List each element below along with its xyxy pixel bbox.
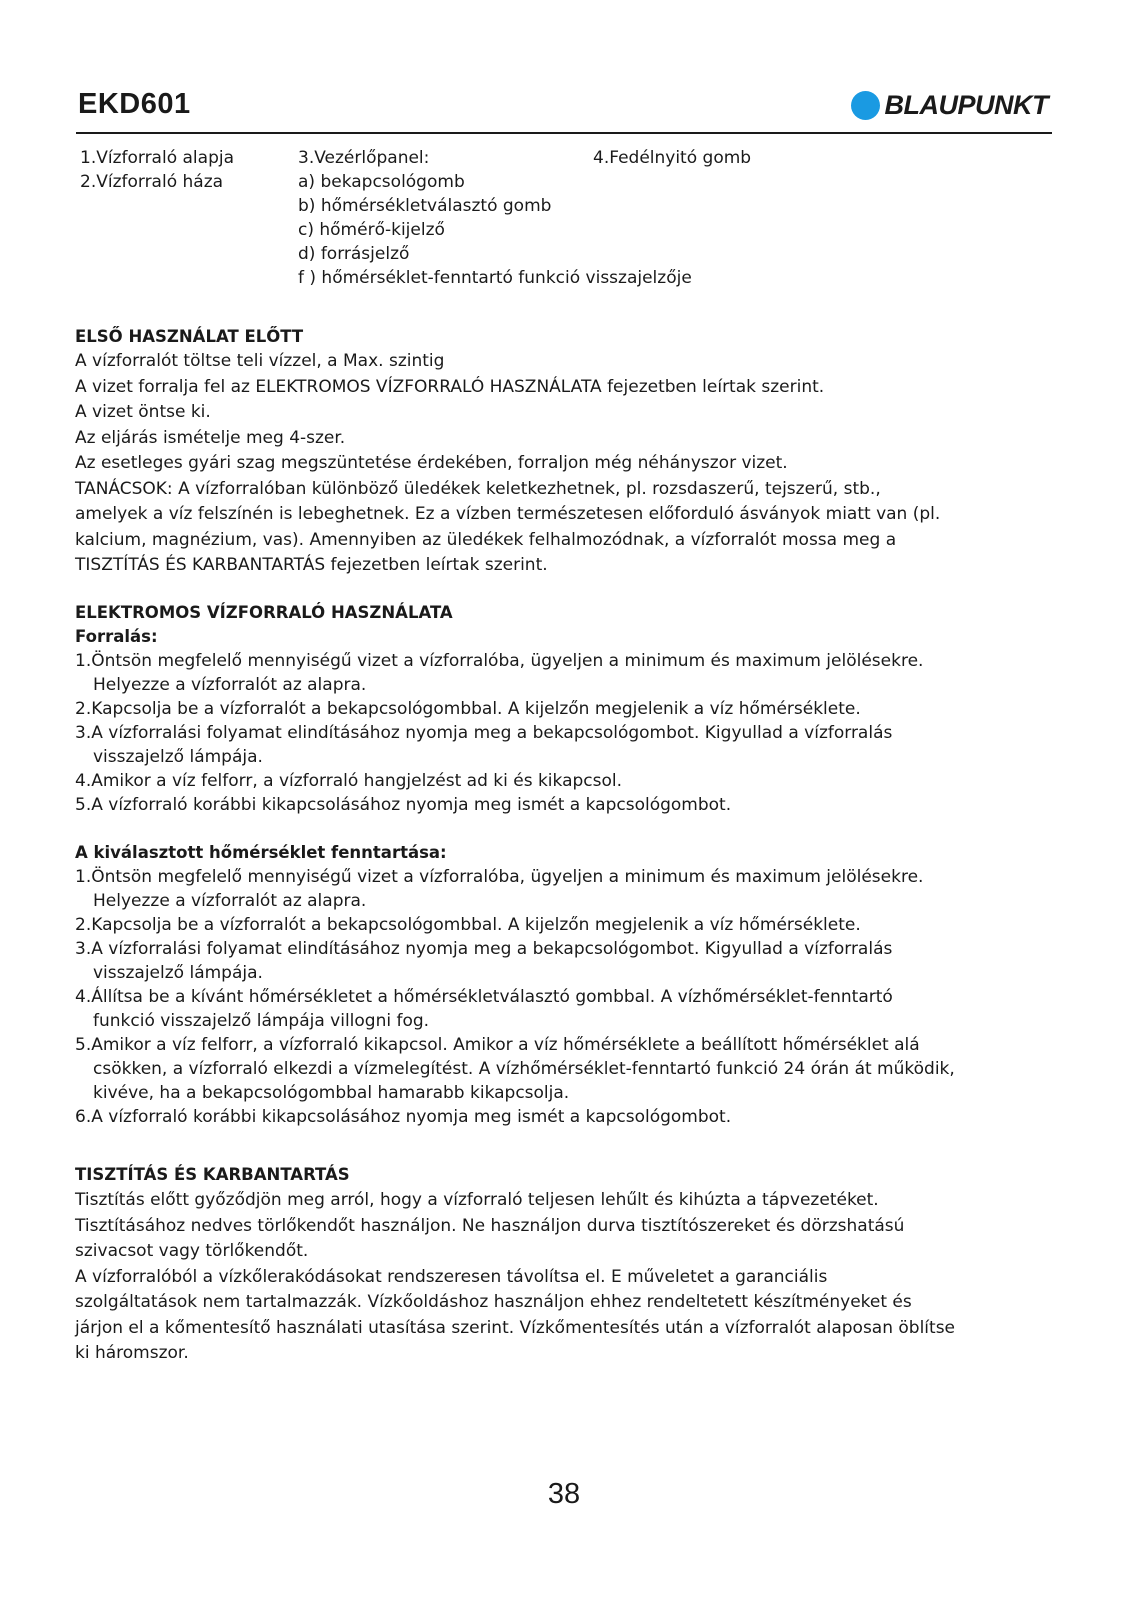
brand-name: BLAUPUNKT <box>884 90 1048 120</box>
part-subitem: f ) hőmérséklet-fenntartó funkció visszajelzője <box>298 268 692 288</box>
paragraph-line: szolgáltatások nem tartalmazzák. Vízkőoldáshoz használjon ehhez rendeltetett készítményeket és <box>75 1292 912 1312</box>
list-item: 1.Öntsön megfelelő mennyiségű vizet a vízforralóba, ügyeljen a minimum és maximum jelölésekre. <box>75 651 924 671</box>
part-subitem: d) forrásjelző <box>298 244 410 264</box>
subsection-title: A kiválasztott hőmérséklet fenntartása: <box>75 843 447 862</box>
paragraph-line: Tisztításához nedves törlőkendőt használjon. Ne használjon durva tisztítószereket és dörzshatású <box>75 1216 905 1236</box>
subsection-title: Forralás: <box>75 627 158 646</box>
model-name: EKD601 <box>78 88 191 120</box>
brand-logo <box>851 90 1049 121</box>
page-number: 38 <box>547 1478 581 1510</box>
paragraph-line: ki háromszor. <box>75 1343 189 1363</box>
part-item: 2.Vízforraló háza <box>80 172 224 192</box>
list-item: 4.Amikor a víz felforr, a vízforraló hangjelzést ad ki és kikapcsol. <box>75 771 623 791</box>
list-item: 2.Kapcsolja be a vízforralót a bekapcsológombbal. A kijelzőn megjelenik a víz hőmérséklete. <box>75 915 861 935</box>
list-item-continuation: Helyezze a vízforralót az alapra. <box>93 891 367 911</box>
paragraph-line: A vízforralóból a vízkőlerakódásokat rendszeresen távolítsa el. E műveletet a garanciális <box>75 1267 828 1287</box>
brand-dot-icon <box>851 91 880 120</box>
page-header <box>76 88 1052 134</box>
paragraph-line: szivacsot vagy törlőkendőt. <box>75 1241 309 1261</box>
paragraph-line: A vizet forralja fel az ELEKTROMOS VÍZFORRALÓ HASZNÁLATA fejezetben leírtak szerint. <box>75 377 825 397</box>
paragraph-line: amelyek a víz felszínén is lebeghetnek. Ez a vízben természetesen előforduló ásványok miatt van (pl. <box>75 504 941 524</box>
list-item: 3.A vízforralási folyamat elindításához nyomja meg a bekapcsológombot. Kigyullad a vízforralás <box>75 723 893 743</box>
list-item: 4.Állítsa be a kívánt hőmérsékletet a hőmérsékletválasztó gombbal. A vízhőmérséklet-fenntartó <box>75 987 893 1007</box>
paragraph-line: Az esetleges gyári szag megszüntetése érdekében, forraljon még néhányszor vizet. <box>75 453 788 473</box>
part-subitem: a) bekapcsológomb <box>298 172 465 192</box>
paragraph-line: kalcium, magnézium, vas). Amennyiben az üledékek felhalmozódnak, a vízforralót mossa meg a <box>75 530 897 550</box>
part-item: 1.Vízforraló alapja <box>80 148 234 168</box>
section-title: ELSŐ HASZNÁLAT ELŐTT <box>75 327 304 346</box>
paragraph-line: A vízforralót töltse teli vízzel, a Max. szintig <box>75 351 445 371</box>
list-item-continuation: Helyezze a vízforralót az alapra. <box>93 675 367 695</box>
list-item: 6.A vízforraló korábbi kikapcsolásához nyomja meg ismét a kapcsológombot. <box>75 1107 732 1127</box>
list-item: 5.A vízforraló korábbi kikapcsolásához nyomja meg ismét a kapcsológombot. <box>75 795 732 815</box>
list-item: 5.Amikor a víz felforr, a vízforraló kikapcsol. Amikor a víz hőmérséklete a beállított hőmérséklet alá <box>75 1035 920 1055</box>
paragraph-line: TANÁCSOK: A vízforralóban különböző üledékek keletkezhetnek, pl. rozsdaszerű, tejszerű, stb., <box>75 479 881 499</box>
section-title: ELEKTROMOS VÍZFORRALÓ HASZNÁLATA <box>75 603 453 622</box>
part-subitem: b) hőmérsékletválasztó gomb <box>298 196 552 216</box>
list-item: 1.Öntsön megfelelő mennyiségű vizet a vízforralóba, ügyeljen a minimum és maximum jelölésekre. <box>75 867 924 887</box>
list-item: 3.A vízforralási folyamat elindításához nyomja meg a bekapcsológombot. Kigyullad a vízforralás <box>75 939 893 959</box>
list-item: 2.Kapcsolja be a vízforralót a bekapcsológombbal. A kijelzőn megjelenik a víz hőmérséklete. <box>75 699 861 719</box>
list-item-continuation: visszajelző lámpája. <box>93 747 263 767</box>
part-item: 4.Fedélnyitó gomb <box>593 148 752 168</box>
paragraph-line: járjon el a kőmentesítő használati utasítása szerint. Vízkőmentesítés után a vízforralót alaposan öblítse <box>75 1318 956 1338</box>
list-item-continuation: visszajelző lámpája. <box>93 963 263 983</box>
list-item-continuation: csökken, a vízforraló elkezdi a vízmelegítést. A vízhőmérséklet-fenntartó funkció 24 órán át működik, <box>93 1059 955 1079</box>
paragraph-line: A vizet öntse ki. <box>75 402 211 422</box>
part-subitem: c) hőmérő-kijelző <box>298 220 445 240</box>
list-item-continuation: funkció visszajelző lámpája villogni fog. <box>93 1011 430 1031</box>
list-item-continuation: kivéve, ha a bekapcsológombbal hamarabb kikapcsolja. <box>93 1083 570 1103</box>
paragraph-line: Tisztítás előtt győződjön meg arról, hogy a vízforraló teljesen lehűlt és kihúzta a tápvezetéket. <box>75 1190 879 1210</box>
paragraph-line: TISZTÍTÁS ÉS KARBANTARTÁS fejezetben leírtak szerint. <box>75 555 548 575</box>
section-title: TISZTÍTÁS ÉS KARBANTARTÁS <box>75 1165 350 1184</box>
paragraph-line: Az eljárás ismételje meg 4-szer. <box>75 428 346 448</box>
part-item: 3.Vezérlőpanel: <box>298 148 430 168</box>
